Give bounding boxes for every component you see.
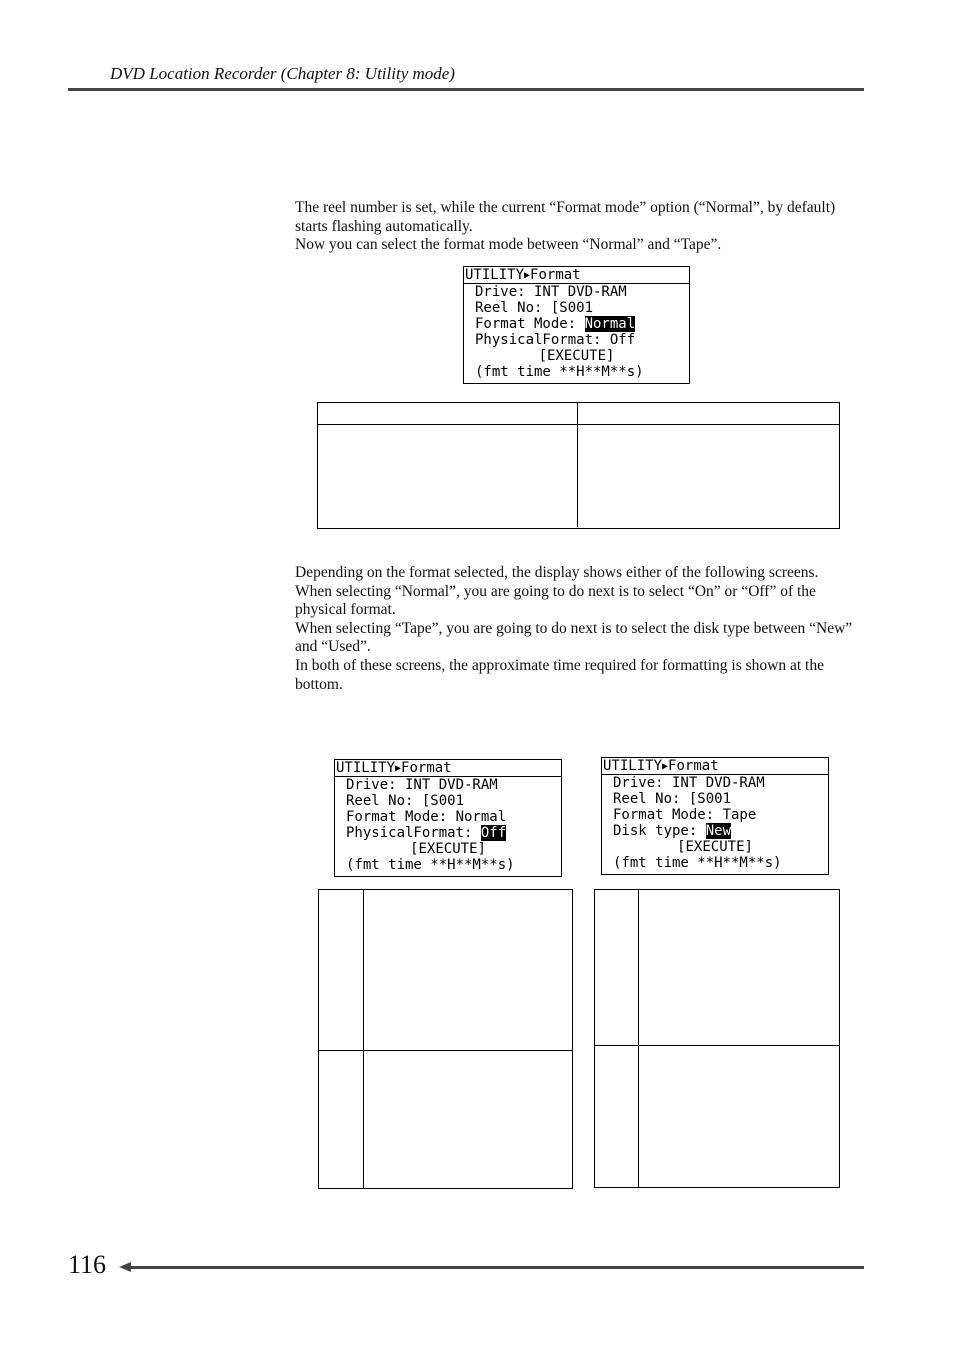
body-paragraph-4: In both of these screens, the approximate time required for formatting is shown at the bottom. — [295, 656, 824, 693]
play-triangle-icon: ▶ — [662, 761, 669, 772]
lcd-title: UTILITY — [603, 758, 663, 774]
lcd-title-suffix: Format — [530, 267, 581, 283]
lcd-physical: PhysicalFormat: Off — [475, 332, 636, 348]
lcd-reel: Reel No: [S001 — [613, 791, 732, 807]
lcd-drive: Drive: INT DVD-RAM — [475, 284, 627, 300]
tape-table-row-divider — [594, 1045, 840, 1046]
body-paragraph-2: When selecting “Normal”, you are going to do next is to select “On” or “Off” of the physical format. — [295, 582, 816, 619]
lcd-disk-value-highlighted: New — [705, 823, 732, 839]
body-paragraph-3: When selecting “Tape”, you are going to do next is to select the disk type between “New” and “Used”. — [295, 619, 853, 656]
intro-text — [295, 199, 867, 255]
lcd-physical-value-highlighted: Off — [480, 825, 507, 841]
lcd-disk-label: Disk type: — [613, 823, 706, 839]
lcd-mode-label: Format Mode: — [475, 316, 585, 332]
intro-paragraph-1: The reel number is set, while the current “Format mode” option (“Normal”, by default) starts flashing automatically. — [295, 199, 836, 235]
running-header: DVD Location Recorder (Chapter 8: Utility mode) — [110, 64, 455, 83]
header-rule — [68, 88, 864, 91]
lcd-mode-value-highlighted: Normal — [584, 316, 636, 332]
lcd-tape-screen — [601, 757, 829, 875]
lcd-physical-label: PhysicalFormat: — [346, 825, 481, 841]
lcd-title: UTILITY — [336, 760, 396, 776]
lcd-execute: [EXECUTE] — [410, 841, 486, 857]
tape-table-column-divider — [638, 889, 639, 1188]
play-triangle-icon: ▶ — [395, 763, 402, 774]
lcd-title: UTILITY — [465, 267, 525, 283]
option-table — [317, 402, 840, 529]
lcd-execute: [EXECUTE] — [538, 348, 615, 364]
lcd-mode: Format Mode: Normal — [346, 809, 507, 825]
tape-options-table — [594, 889, 840, 1188]
lcd-normal-screen — [334, 759, 562, 877]
normal-table-row-divider — [318, 1050, 573, 1051]
lcd-execute: [EXECUTE] — [677, 839, 753, 855]
body-paragraph-1: Depending on the format selected, the display shows either of the following screens. — [295, 564, 819, 581]
table-column-divider — [577, 402, 578, 527]
normal-table-column-divider — [363, 889, 364, 1189]
lcd-drive: Drive: INT DVD-RAM — [346, 777, 498, 793]
footer-rule — [128, 1266, 864, 1269]
lcd-fmt-time: (fmt time **H**M**s) — [475, 364, 644, 380]
lcd-format-mode-screen — [463, 266, 690, 384]
intro-paragraph-2: Now you can select the format mode between “Normal” and “Tape”. — [295, 236, 722, 254]
lcd-drive: Drive: INT DVD-RAM — [613, 775, 765, 791]
lcd-reel: Reel No: [S001 — [346, 793, 465, 809]
normal-options-table — [318, 889, 573, 1189]
lcd-title-suffix: Format — [668, 758, 719, 774]
table-header-rule — [317, 424, 840, 425]
lcd-mode: Format Mode: Tape — [613, 807, 757, 823]
page-number: 116 — [68, 1250, 107, 1279]
lcd-fmt-time: (fmt time **H**M**s) — [346, 857, 515, 873]
lcd-title-suffix: Format — [401, 760, 452, 776]
lcd-fmt-time: (fmt time **H**M**s) — [613, 855, 782, 871]
play-triangle-icon: ▶ — [524, 270, 531, 281]
body-text — [295, 564, 867, 694]
lcd-reel: Reel No: [S001 — [475, 300, 594, 316]
